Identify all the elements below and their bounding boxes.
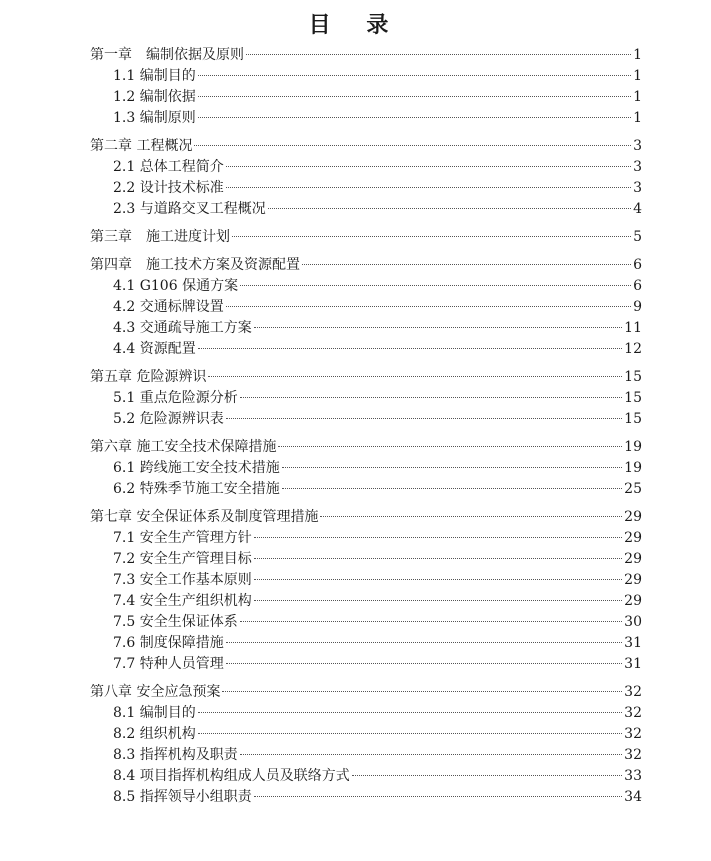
toc-section-entry[interactable] xyxy=(90,339,642,360)
toc-page-number: 6 xyxy=(633,257,642,273)
toc-page-number: 5 xyxy=(633,229,642,245)
toc-page-number: 15 xyxy=(624,411,642,427)
toc-entry-title: 第六章 施工安全技术保障措施 xyxy=(90,439,277,455)
toc-section-entry[interactable] xyxy=(90,276,642,297)
toc-page-number: 32 xyxy=(624,684,642,700)
toc-dot-leader xyxy=(352,775,622,776)
toc-dot-leader xyxy=(320,516,622,517)
toc-dot-leader xyxy=(240,621,622,622)
toc-section-entry[interactable] xyxy=(90,458,642,479)
toc-section-entry[interactable] xyxy=(90,570,642,591)
toc-page-number: 29 xyxy=(624,509,642,525)
toc-page-number: 12 xyxy=(624,341,642,357)
toc-dot-leader xyxy=(240,285,631,286)
toc-entry-title: 8.2 组织机构 xyxy=(113,726,196,742)
toc-page-number: 32 xyxy=(624,726,642,742)
toc-chapter-entry[interactable] xyxy=(90,255,642,276)
toc-chapter-entry[interactable] xyxy=(90,227,642,248)
toc-entry-title: 4.2 交通标牌设置 xyxy=(113,299,224,315)
toc-dot-leader xyxy=(226,663,622,664)
toc-section-entry[interactable] xyxy=(90,633,642,654)
toc-page-number: 15 xyxy=(624,390,642,406)
toc-dot-leader xyxy=(254,579,622,580)
toc-dot-leader xyxy=(194,145,631,146)
toc-dot-leader xyxy=(240,754,622,755)
toc-section-entry[interactable] xyxy=(90,745,642,766)
toc-entry-title: 8.3 指挥机构及职责 xyxy=(113,747,238,763)
toc-page-number: 33 xyxy=(624,768,642,784)
toc-chapter-entry[interactable] xyxy=(90,45,642,66)
toc-entry-title: 4.1 G106 保通方案 xyxy=(113,278,239,294)
toc-dot-leader xyxy=(254,796,622,797)
toc-entry-title: 7.1 安全生产管理方针 xyxy=(113,530,252,546)
toc-entry-title: 5.1 重点危险源分析 xyxy=(113,390,238,406)
toc-entry-title: 1.3 编制原则 xyxy=(113,110,196,126)
toc-dot-leader xyxy=(240,397,622,398)
toc-section-entry[interactable] xyxy=(90,766,642,787)
toc-entry-title: 8.1 编制目的 xyxy=(113,705,196,721)
toc-page-number: 1 xyxy=(633,110,642,126)
toc-page-number: 19 xyxy=(624,460,642,476)
toc-section-entry[interactable] xyxy=(90,199,642,220)
toc-section-entry[interactable] xyxy=(90,612,642,633)
toc-page-number: 29 xyxy=(624,530,642,546)
toc-entry-title: 第一章 编制依据及原则 xyxy=(90,47,244,63)
toc-section-entry[interactable] xyxy=(90,318,642,339)
table-of-contents xyxy=(90,45,642,808)
toc-dot-leader xyxy=(208,376,622,377)
toc-entry-title: 4.3 交通疏导施工方案 xyxy=(113,320,252,336)
toc-entry-title: 第八章 安全应急预案 xyxy=(90,684,221,700)
toc-section-entry[interactable] xyxy=(90,297,642,318)
page-title: 目 录 xyxy=(308,13,403,38)
toc-chapter-entry[interactable] xyxy=(90,437,642,458)
toc-page-number: 29 xyxy=(624,593,642,609)
toc-dot-leader xyxy=(254,558,622,559)
toc-entry-title: 第七章 安全保证体系及制度管理措施 xyxy=(90,509,319,525)
toc-section-entry[interactable] xyxy=(90,549,642,570)
toc-entry-title: 6.1 跨线施工安全技术措施 xyxy=(113,460,280,476)
toc-dot-leader xyxy=(282,467,622,468)
toc-entry-title: 5.2 危险源辨识表 xyxy=(113,411,224,427)
toc-entry-title: 2.3 与道路交叉工程概况 xyxy=(113,201,266,217)
toc-page-number: 3 xyxy=(633,180,642,196)
toc-page-number: 34 xyxy=(624,789,642,805)
toc-chapter-entry[interactable] xyxy=(90,136,642,157)
toc-chapter-entry[interactable] xyxy=(90,507,642,528)
toc-dot-leader xyxy=(226,418,622,419)
toc-page-number: 32 xyxy=(624,705,642,721)
toc-dot-leader xyxy=(198,96,631,97)
toc-section-entry[interactable] xyxy=(90,66,642,87)
toc-entry-title: 第二章 工程概况 xyxy=(90,138,193,154)
toc-dot-leader xyxy=(302,264,631,265)
toc-entry-title: 7.5 安全生保证体系 xyxy=(113,614,238,630)
toc-section-entry[interactable] xyxy=(90,724,642,745)
toc-section-entry[interactable] xyxy=(90,87,642,108)
toc-entry-title: 4.4 资源配置 xyxy=(113,341,196,357)
toc-dot-leader xyxy=(222,691,622,692)
toc-entry-title: 8.5 指挥领导小组职责 xyxy=(113,789,252,805)
toc-section-entry[interactable] xyxy=(90,654,642,675)
toc-dot-leader xyxy=(198,733,622,734)
toc-entry-title: 第四章 施工技术方案及资源配置 xyxy=(90,257,300,273)
toc-dot-leader xyxy=(226,166,631,167)
toc-entry-title: 8.4 项目指挥机构组成人员及联络方式 xyxy=(113,768,350,784)
toc-page-number: 6 xyxy=(633,278,642,294)
toc-entry-title: 2.1 总体工程简介 xyxy=(113,159,224,175)
toc-section-entry[interactable] xyxy=(90,479,642,500)
toc-entry-title: 7.4 安全生产组织机构 xyxy=(113,593,252,609)
toc-dot-leader xyxy=(268,208,631,209)
toc-page-number: 1 xyxy=(633,89,642,105)
toc-dot-leader xyxy=(254,537,622,538)
toc-page-number: 29 xyxy=(624,572,642,588)
toc-section-entry[interactable] xyxy=(90,108,642,129)
toc-dot-leader xyxy=(254,327,622,328)
toc-section-entry[interactable] xyxy=(90,178,642,199)
toc-dot-leader xyxy=(198,348,622,349)
toc-page-number: 11 xyxy=(624,320,642,336)
toc-entry-title: 2.2 设计技术标准 xyxy=(113,180,224,196)
toc-entry-title: 第五章 危险源辨识 xyxy=(90,369,207,385)
toc-entry-title: 7.7 特种人员管理 xyxy=(113,656,224,672)
toc-section-entry[interactable] xyxy=(90,787,642,808)
toc-page-number: 3 xyxy=(633,138,642,154)
toc-dot-leader xyxy=(226,642,622,643)
toc-dot-leader xyxy=(198,117,631,118)
toc-dot-leader xyxy=(198,75,631,76)
toc-dot-leader xyxy=(278,446,622,447)
toc-dot-leader xyxy=(254,600,622,601)
toc-page-number: 1 xyxy=(633,47,642,63)
toc-section-entry[interactable] xyxy=(90,591,642,612)
toc-entry-title: 1.2 编制依据 xyxy=(113,89,196,105)
toc-page-number: 25 xyxy=(624,481,642,497)
toc-section-entry[interactable] xyxy=(90,703,642,724)
toc-section-entry[interactable] xyxy=(90,409,642,430)
toc-section-entry[interactable] xyxy=(90,157,642,178)
toc-entry-title: 7.2 安全生产管理目标 xyxy=(113,551,252,567)
toc-dot-leader xyxy=(198,712,622,713)
toc-dot-leader xyxy=(226,306,631,307)
toc-chapter-entry[interactable] xyxy=(90,682,642,703)
toc-section-entry[interactable] xyxy=(90,388,642,409)
toc-page-number: 19 xyxy=(624,439,642,455)
toc-page-number: 3 xyxy=(633,159,642,175)
toc-dot-leader xyxy=(232,236,631,237)
toc-page-number: 30 xyxy=(624,614,642,630)
toc-entry-title: 7.6 制度保障措施 xyxy=(113,635,224,651)
toc-entry-title: 7.3 安全工作基本原则 xyxy=(113,572,252,588)
toc-entry-title: 1.1 编制目的 xyxy=(113,68,196,84)
toc-page-number: 29 xyxy=(624,551,642,567)
toc-section-entry[interactable] xyxy=(90,528,642,549)
toc-dot-leader xyxy=(226,187,631,188)
toc-dot-leader xyxy=(246,54,631,55)
toc-page-number: 31 xyxy=(624,635,642,651)
toc-page-number: 4 xyxy=(633,201,642,217)
toc-chapter-entry[interactable] xyxy=(90,367,642,388)
toc-page-number: 31 xyxy=(624,656,642,672)
toc-entry-title: 第三章 施工进度计划 xyxy=(90,229,230,245)
toc-page-number: 1 xyxy=(633,68,642,84)
toc-entry-title: 6.2 特殊季节施工安全措施 xyxy=(113,481,280,497)
toc-page-number: 32 xyxy=(624,747,642,763)
toc-dot-leader xyxy=(282,488,622,489)
toc-page-number: 15 xyxy=(624,369,642,385)
toc-page-number: 9 xyxy=(633,299,642,315)
